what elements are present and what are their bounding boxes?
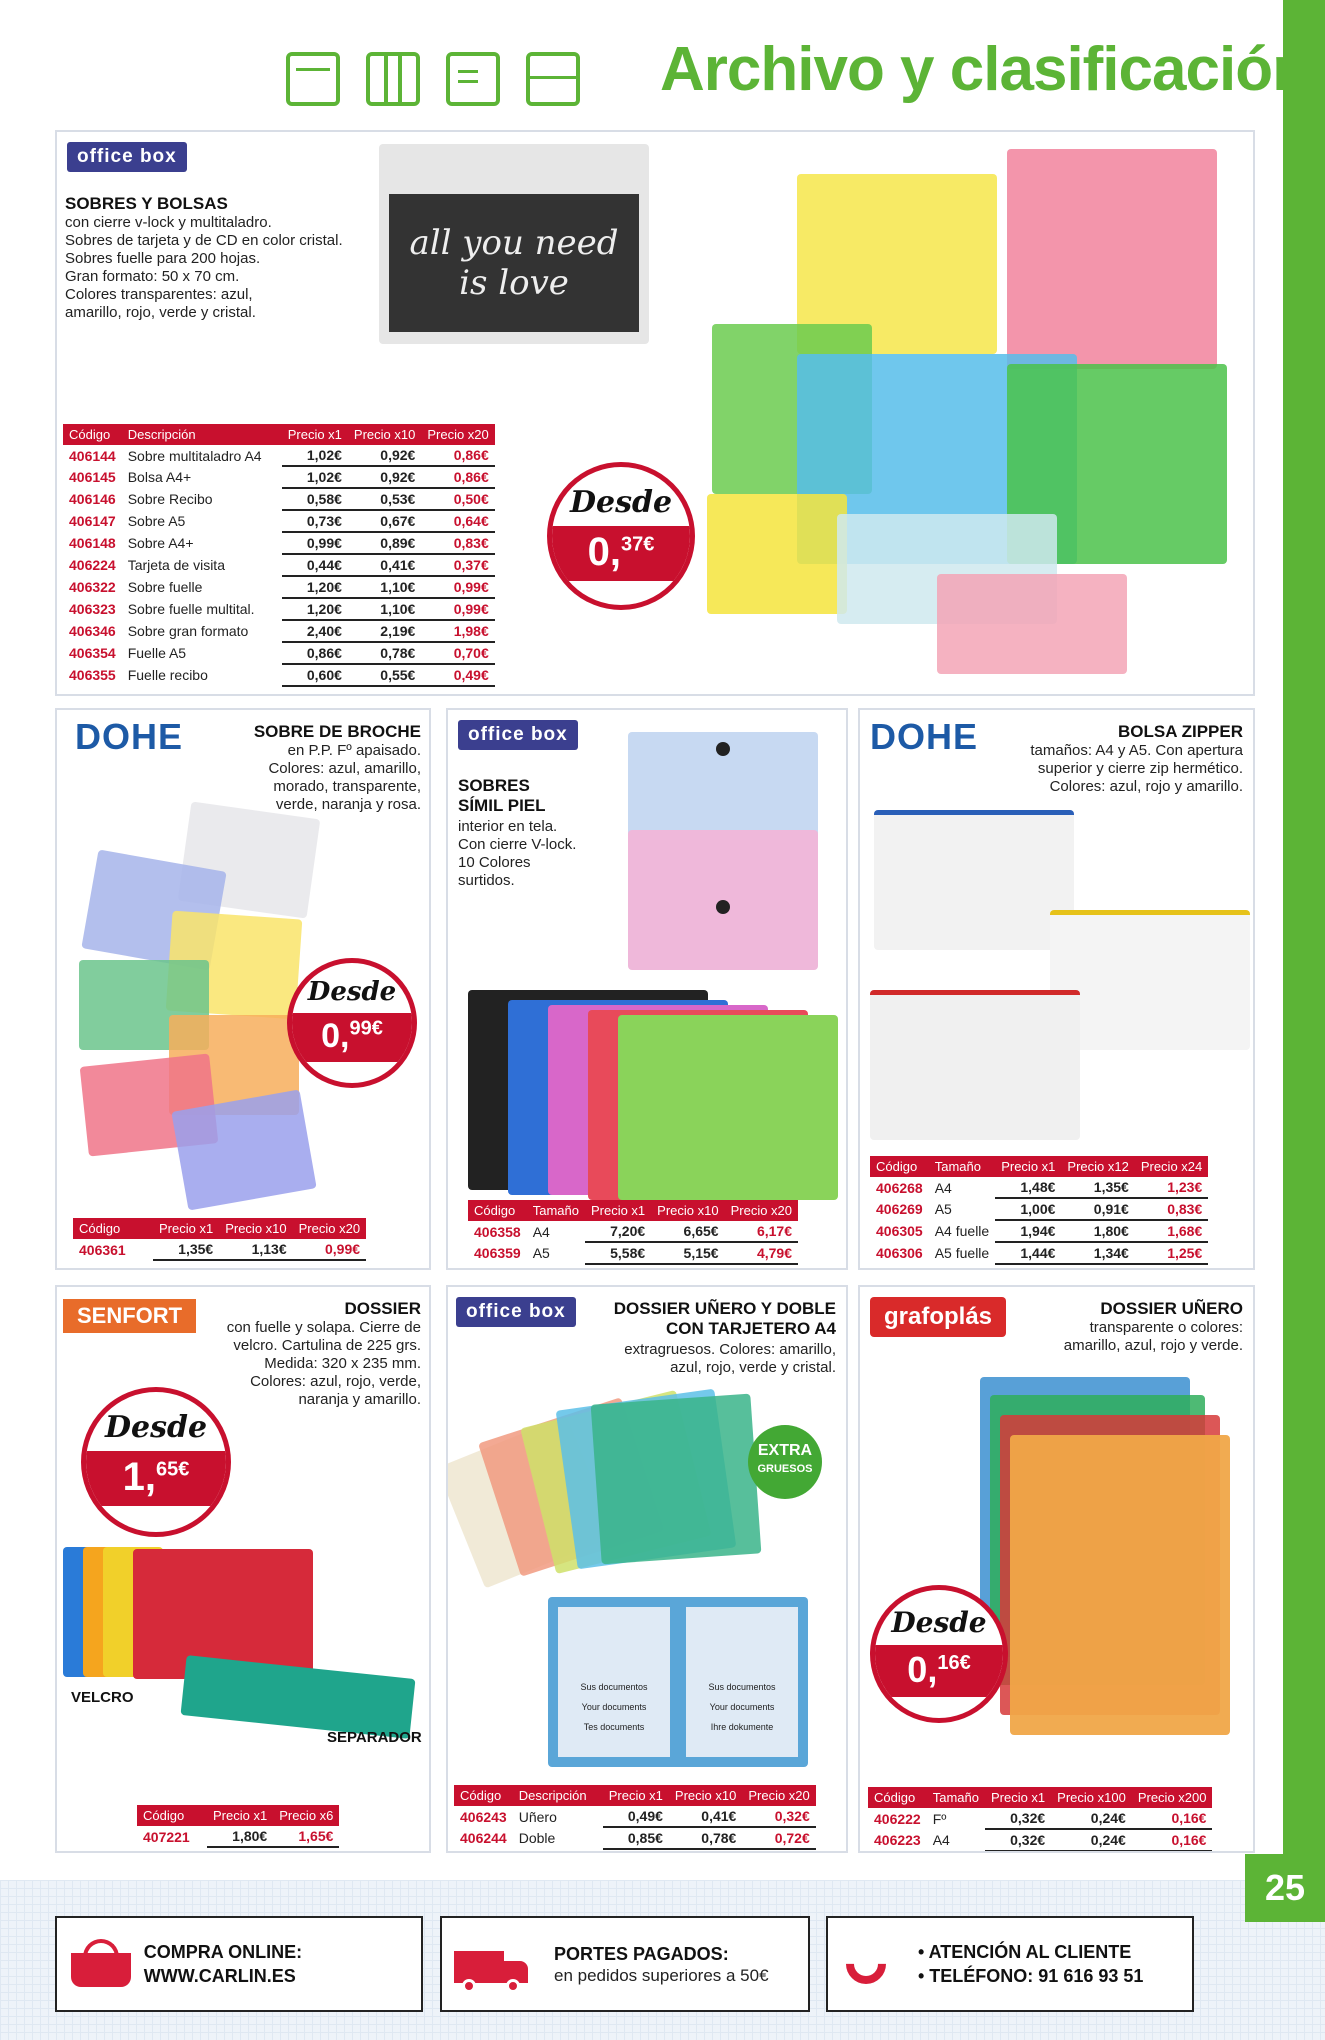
side-green-bar — [1283, 0, 1325, 1880]
customer-service-text: • ATENCIÓN AL CLIENTE — [918, 1942, 1132, 1962]
product-image-envelopes — [707, 144, 1237, 684]
price-badge: Desde 0,$^{16€}$ — [870, 1585, 1008, 1723]
price-table: Código Tamaño Precio x1 Precio x100 Precio x200 406222 Fº 0,32€ 0,24€ 0,16€ 406223 A4 0,32€ 0,24€ 0,16€ — [868, 1787, 1212, 1852]
panel-sobre-broche — [55, 708, 431, 1270]
product-title: DOSSIER — [344, 1299, 421, 1318]
shipping-title: PORTES PAGADOS: — [554, 1944, 729, 1964]
panel-dossier-senfort — [55, 1285, 431, 1853]
brand-logo-officebox: office box — [458, 720, 578, 750]
footer-contact-box — [826, 1916, 1194, 2012]
table-row: 406305 A4 fuelle 1,94€ 1,80€ 1,68€ — [870, 1220, 1208, 1242]
table-row: 406358 A4 7,20€ 6,65€ 6,17€ — [468, 1221, 798, 1242]
product-title: DOSSIER UÑERO — [1100, 1299, 1243, 1318]
table-row: 406306 A5 fuelle 1,44€ 1,34€ 1,25€ — [870, 1242, 1208, 1264]
product-image-dossiers — [63, 1547, 431, 1737]
love-text-card: all you need is love — [389, 194, 639, 332]
price-table: Código Tamaño Precio x1 Precio x10 Precio x20 406358 A4 7,20€ 6,65€ 6,17€ 406359 A5 5,58€ 5,15€ 4,79€ — [468, 1200, 798, 1265]
price-badge: Desde 0,$^{37€}$ — [547, 462, 695, 610]
page-title: Archivo y clasificación — [660, 35, 1309, 104]
price-table: Código Descripción Precio x1 Precio x10 Precio x20 406144 Sobre multitaladro A4 1,02€ 0,92€ 0,86€ 406145 Bolsa A4+ 1,02€ 0,92€ 0,86€ 406146 Sobre Recibo 0,58€ 0,53€ 0,50€ 406147 Sobre A5 0,73€ 0,67€ 0,64€ 406148 Sobre A4+ 0,99€ 0,89€ 0,83€ 406224 Tarjeta de visita 0,44€ 0,41€ 0,37€ 406322 Sobre fuelle 1,20€ 1,10€ 0,99€ 406323 Sobre fuelle multital. 1,20€ 1,10€ 0,99€ 406346 Sobre gran formato 2,40€ 2,19€ 1,98€ 406354 Fuelle A5 0,86€ 0,78€ 0,70€ 406355 Fuelle recibo 0,60€ 0,55€ 0,49€ — [63, 424, 495, 687]
table-row: 406355 Fuelle recibo 0,60€ 0,55€ 0,49€ — [63, 664, 495, 686]
price-badge: Desde 0,$^{99€}$ — [287, 958, 417, 1088]
price-table: Código Descripción Precio x1 Precio x10 Precio x20 406243 Uñero 0,49€ 0,41€ 0,32€ 406244 Doble 0,85€ 0,78€ 0,72€ — [454, 1785, 816, 1850]
folder-icon — [286, 52, 340, 106]
brand-logo-dohe: DOHE — [75, 716, 184, 757]
phone-number-text[interactable]: • TELÉFONO: 91 616 93 51 — [918, 1966, 1144, 1986]
clipboard-icon — [446, 52, 500, 106]
product-description: con fuelle y solapa. Cierre de velcro. Cartulina de 225 grs. Medida: 320 x 235 mm. Colores: azul, rojo, verde, naranja y amarillo. — [226, 1319, 421, 1408]
phone-icon — [842, 1936, 898, 1992]
table-row: 406322 Sobre fuelle 1,20€ 1,10€ 0,99€ — [63, 576, 495, 598]
product-description: en P.P. Fº apaisado. Colores: azul, amarillo, morado, transparente, verde, naranja y rosa. — [268, 742, 421, 813]
product-description: interior en tela. Con cierre V-lock. 10 Colores surtidos. — [458, 818, 577, 889]
shopping-basket-icon — [71, 1939, 124, 1989]
price-badge: Desde 1,$^{65€}$ — [81, 1387, 231, 1537]
brand-logo-officebox: office box — [67, 142, 187, 172]
table-row: 406222 Fº 0,32€ 0,24€ 0,16€ — [868, 1808, 1212, 1829]
footer-shipping-box — [440, 1916, 810, 2012]
delivery-truck-icon — [454, 1937, 534, 1991]
brand-logo-officebox: office box — [456, 1297, 576, 1327]
product-title: SOBRES SÍMIL PIEL — [458, 776, 546, 815]
table-row: 406243 Uñero 0,49€ 0,41€ 0,32€ — [454, 1806, 816, 1827]
table-row: 406346 Sobre gran formato 2,40€ 2,19€ 1,98€ — [63, 620, 495, 642]
panel-sobres-bolsas — [55, 130, 1255, 696]
product-description: con cierre v-lock y multitaladro. Sobres de tarjeta y de CD en color cristal. Sobres fuelle para 200 hojas. Gran formato: 50 x 70 cm. Colores transparentes: azul, amarillo, rojo, verde y cristal. — [65, 214, 343, 321]
brand-logo-senfort: SENFORT — [63, 1299, 196, 1333]
binders-icon — [366, 52, 420, 106]
table-row: 406359 A5 5,58€ 5,15€ 4,79€ — [468, 1242, 798, 1264]
page-number: 25 — [1245, 1854, 1325, 1922]
extra-gruesos-badge: EXTRA GRUESOS — [748, 1425, 822, 1499]
footer-online-box[interactable] — [55, 1916, 423, 2012]
table-row: 406223 A4 0,32€ 0,24€ 0,16€ — [868, 1829, 1212, 1851]
product-title: SOBRES Y BOLSAS — [65, 194, 228, 213]
price-table: Código Tamaño Precio x1 Precio x12 Precio x24 406268 A4 1,48€ 1,35€ 1,23€ 406269 A5 1,00€ 0,91€ 0,83€ 406305 A4 fuelle 1,94€ 1,80€ 1,68€ 406306 A5 fuelle 1,44€ 1,34€ 1,25€ — [870, 1156, 1208, 1265]
brand-logo-dohe: DOHE — [870, 716, 979, 757]
table-row: 406244 Doble 0,85€ 0,78€ 0,72€ — [454, 1827, 816, 1849]
panel-bolsa-zipper — [858, 708, 1255, 1270]
product-title: DOSSIER UÑERO Y DOBLE CON TARJETERO A4 — [613, 1299, 836, 1338]
product-image-leather-envelopes — [468, 720, 848, 1200]
product-title: SOBRE DE BROCHE — [253, 722, 421, 741]
table-row: 406224 Tarjeta de visita 0,44€ 0,41€ 0,37€ — [63, 554, 495, 576]
table-row: 406147 Sobre A5 0,73€ 0,67€ 0,64€ — [63, 510, 495, 532]
product-description: tamaños: A4 y A5. Con apertura superior y cierre zip hermético. Colores: azul, rojo y amarillo. — [1030, 742, 1243, 795]
product-title: BOLSA ZIPPER — [1118, 722, 1243, 741]
table-row: 406144 Sobre multitaladro A4 1,02€ 0,92€ 0,86€ — [63, 445, 495, 466]
table-row: 406148 Sobre A4+ 0,99€ 0,89€ 0,83€ — [63, 532, 495, 554]
product-description: transparente o colores: amarillo, azul, rojo y verde. — [1063, 1319, 1243, 1354]
product-image-love-envelope — [379, 144, 649, 344]
panel-dossier-unero-grafoplas — [858, 1285, 1255, 1853]
separador-label: SEPARADOR — [327, 1729, 422, 1746]
table-row: 406146 Sobre Recibo 0,58€ 0,53€ 0,50€ — [63, 488, 495, 510]
shipping-subtitle: en pedidos superiores a 50€ — [554, 1966, 769, 1985]
product-image-card-holder: Sus documentos Your documents Tes documents Sus documentos Your documents Ihre dokumente — [548, 1597, 808, 1767]
online-store-text[interactable]: COMPRA ONLINE: WWW.CARLIN.ES — [143, 1942, 303, 1986]
velcro-label: VELCRO — [71, 1689, 134, 1706]
briefcase-icon — [526, 52, 580, 106]
brand-logo-grafoplas: grafoplás — [870, 1297, 1006, 1337]
table-row: 406268 A4 1,48€ 1,35€ 1,23€ — [870, 1177, 1208, 1198]
table-row: 406269 A5 1,00€ 0,91€ 0,83€ — [870, 1198, 1208, 1220]
product-image-zipper-bags — [870, 810, 1250, 1150]
table-row: 406145 Bolsa A4+ 1,02€ 0,92€ 0,86€ — [63, 466, 495, 488]
price-table: Código Precio x1 Precio x6 407221 1,80€ 1,65€ — [137, 1805, 339, 1848]
table-row: 406354 Fuelle A5 0,86€ 0,78€ 0,70€ — [63, 642, 495, 664]
product-description: extragruesos. Colores: amarillo, azul, rojo, verde y cristal. — [624, 1341, 836, 1376]
table-row: 406361 1,35€ 1,13€ 0,99€ — [73, 1239, 366, 1260]
price-table: Código Precio x1 Precio x10 Precio x20 406361 1,35€ 1,13€ 0,99€ — [73, 1218, 366, 1261]
table-row: 407221 1,80€ 1,65€ — [137, 1826, 339, 1847]
panel-sobres-simil-piel — [446, 708, 848, 1270]
panel-dossier-unero-doble — [446, 1285, 848, 1853]
product-image-colored-sleeves — [980, 1377, 1230, 1747]
header-icons — [286, 52, 580, 106]
product-image-clear-folders — [456, 1387, 756, 1587]
table-row: 406323 Sobre fuelle multital. 1,20€ 1,10€ 0,99€ — [63, 598, 495, 620]
